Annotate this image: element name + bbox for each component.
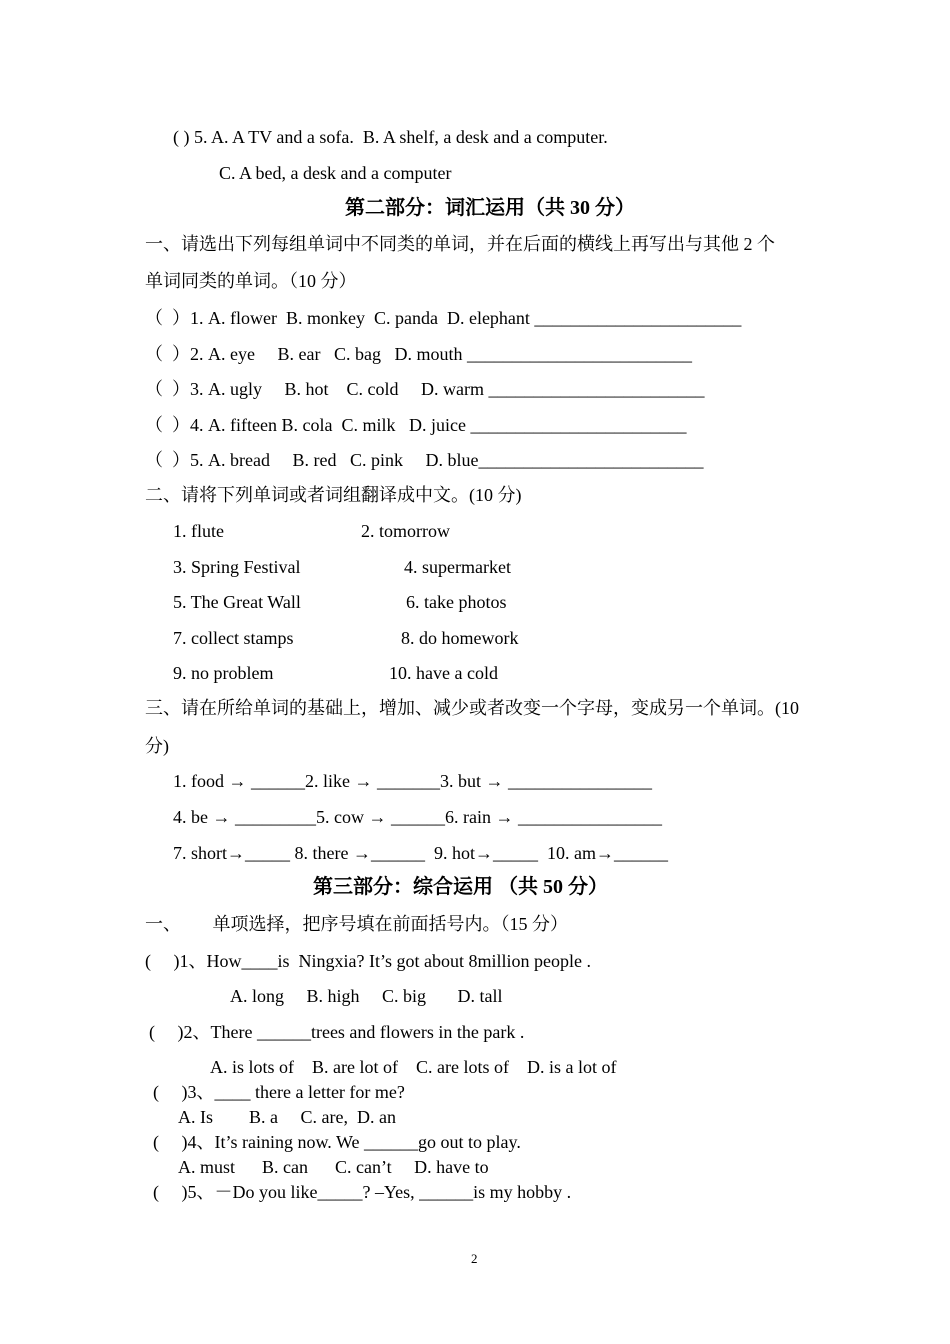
mc-question-2-options: A. is lots of B. are lot of C. are lots of D. is a lot of — [210, 1057, 617, 1077]
part2-sec2-heading: 二、请将下列单词或者词组翻译成中文。(10 分) — [145, 485, 522, 505]
mc-question-4: ( )4、It’s raining now. We ______go out to play. — [153, 1132, 521, 1152]
question-5-option-c: C. A bed, a desk and a computer — [219, 163, 452, 183]
odd-one-out-item-2: （ ）2. A. eye B. ear C. bag D. mouth _________________________ — [145, 344, 692, 364]
question-5-part1: ( ) 5. A. A TV and a sofa. B. A shelf, a desk and a computer. — [173, 127, 608, 147]
mc-question-3-options: A. Is B. a C. are, D. an — [178, 1107, 396, 1127]
translate-item-9: 9. no problem — [173, 663, 274, 683]
part3-sec1-heading: 一、 单项选择，把序号填在前面括号内。（15 分） — [145, 914, 568, 934]
mc-question-3: ( )3、____ there a letter for me? — [153, 1082, 405, 1102]
mc-question-2: ( )2、There ______trees and flowers in the park . — [149, 1022, 525, 1042]
odd-one-out-item-5: （ ）5. A. bread B. red C. pink D. blue_________________________ — [145, 450, 704, 470]
part2-sec3-heading: 三、请在所给单词的基础上，增加、减少或者改变一个字母，变成另一个单词。(10 — [145, 698, 799, 718]
part2-sec1-heading-cont: 单词同类的单词。（10 分） — [145, 271, 357, 291]
page-number: 2 — [471, 1251, 478, 1266]
odd-one-out-item-1: （ ）1. A. flower B. monkey C. panda D. elephant _______________________ — [145, 308, 742, 328]
word-change-row-1: 1. food → ______2. like → _______3. but → ________________ — [173, 771, 652, 791]
word-change-row-3: 7. short→_____ 8. there →______ 9. hot→_____ 10. am→______ — [173, 843, 668, 863]
part3-title: 第三部分：综合运用 （共 50 分） — [313, 876, 608, 898]
mc-question-1: ( )1、How____is Ningxia? It’s got about 8million people . — [145, 951, 591, 971]
odd-one-out-item-4: （ ）4. A. fifteen B. cola C. milk D. juice ________________________ — [145, 415, 687, 435]
odd-one-out-item-3: （ ）3. A. ugly B. hot C. cold D. warm ________________________ — [145, 379, 705, 399]
translate-item-6: 6. take photos — [406, 592, 507, 612]
translate-item-1: 1. flute — [173, 521, 224, 541]
part2-sec1-heading: 一、请选出下列每组单词中不同类的单词，并在后面的横线上再写出与其他 2 个 — [145, 234, 775, 254]
translate-item-7: 7. collect stamps — [173, 628, 294, 648]
translate-item-3: 3. Spring Festival — [173, 557, 301, 577]
part2-title: 第二部分：词汇运用（共 30 分） — [345, 197, 635, 219]
mc-question-4-options: A. must B. can C. can’t D. have to — [178, 1157, 489, 1177]
word-change-row-2: 4. be → _________5. cow → ______6. rain → ________________ — [173, 807, 662, 827]
translate-item-8: 8. do homework — [401, 628, 519, 648]
translate-item-5: 5. The Great Wall — [173, 592, 301, 612]
translate-item-2: 2. tomorrow — [361, 521, 450, 541]
translate-item-4: 4. supermarket — [404, 557, 511, 577]
mc-question-5: ( )5、－Do you like_____? –Yes, ______is my hobby . — [153, 1182, 572, 1202]
part2-sec3-heading-cont: 分) — [145, 736, 169, 756]
translate-item-10: 10. have a cold — [389, 663, 498, 683]
mc-question-1-options: A. long B. high C. big D. tall — [230, 986, 503, 1006]
